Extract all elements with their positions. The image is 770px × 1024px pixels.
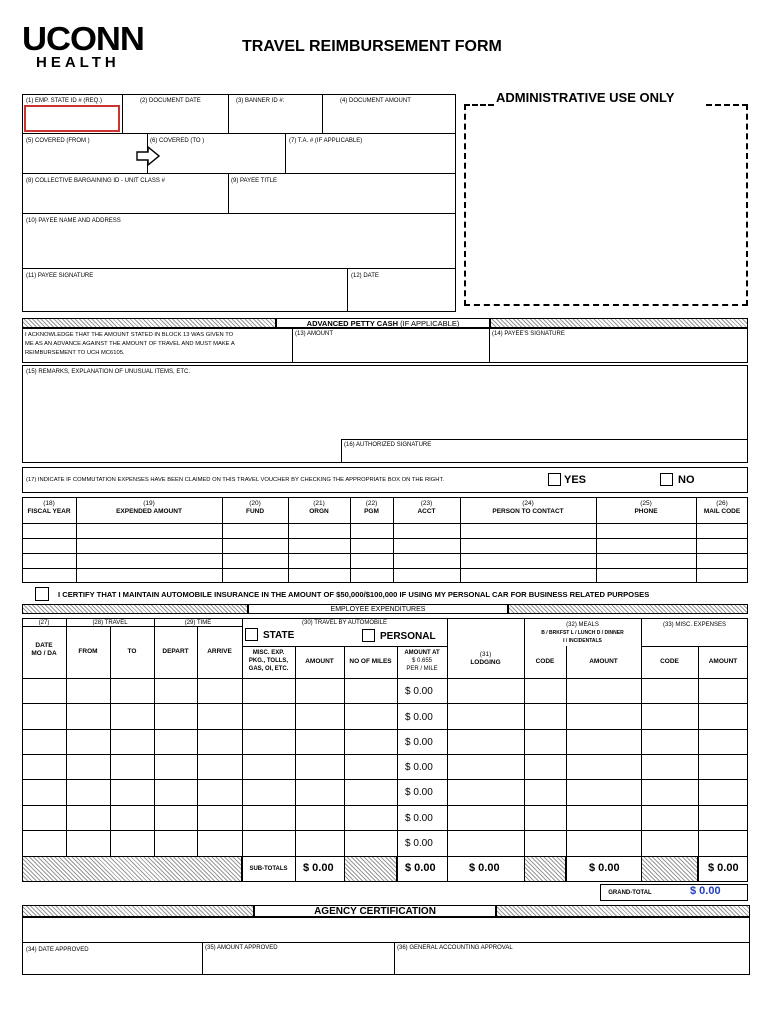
rule	[698, 646, 699, 882]
acct-header-name: PHONE	[634, 508, 658, 515]
ta-number-label: (7) T.A. # (IF APPLICABLE)	[289, 138, 363, 144]
logo-health: HEALTH	[36, 54, 120, 71]
rule	[22, 678, 748, 679]
per-mile-line: PER / MILE	[406, 666, 438, 672]
personal-checkbox[interactable]	[362, 629, 375, 642]
rule	[285, 133, 286, 173]
employee-expenditures-header: EMPLOYEE EXPENDITURES	[248, 604, 508, 614]
misc-amount-header: AMOUNT	[708, 658, 738, 665]
acct-header	[76, 500, 222, 516]
amount-at-line: AMOUNT AT	[404, 650, 440, 656]
payee-title-label: (9) PAYEE TITLE	[231, 178, 278, 184]
bargaining-id-label: (8) COLLECTIVE BARGAINING ID - UNIT CLASS #	[26, 178, 165, 184]
commutation-label: (17) INDICATE IF COMMUTATION EXPENSES HAVE BEEN CLAIMED ON THIS TRAVEL VOUCHER BY CHECKING THE APPROPRIATE BOX ON THE RIGHT.	[26, 477, 444, 483]
emp-state-id-input[interactable]	[24, 105, 120, 132]
acct-header-num: (21)	[313, 500, 325, 507]
row-mileage-amount: $ 0.00	[405, 762, 433, 773]
subtotal-hatch-meal-code	[524, 856, 566, 882]
subtotals-label: SUB-TOTALS	[249, 866, 288, 872]
mileage-rate: $ 0.655	[411, 658, 433, 664]
exp-hatch-left	[22, 604, 248, 614]
col-29-header: (29) TIME	[184, 620, 212, 626]
subtotal-hatch-misc-code	[641, 856, 698, 882]
misc-exp-line1: MISC. EXP.	[252, 650, 285, 656]
no-label: NO	[678, 474, 695, 486]
amount-at-header	[397, 649, 447, 673]
acct-header-num: (19)	[143, 500, 155, 507]
arrow-right-icon	[136, 146, 160, 166]
acct-header-num: (24)	[522, 500, 534, 507]
subtotal-hatch-miles	[344, 856, 397, 882]
petty-hatch-right	[490, 318, 748, 328]
row-mileage-amount: $ 0.00	[405, 686, 433, 697]
rule	[641, 646, 748, 647]
yes-checkbox[interactable]	[548, 473, 561, 486]
acct-header	[460, 500, 596, 516]
admin-top-dash-left	[464, 104, 494, 106]
agency-certification-title: AGENCY CERTIFICATION	[254, 905, 496, 917]
ack-line1: I ACKNOWLEDGE THAT THE AMOUNT STATED IN BLOCK 13 WAS GIVEN TO	[25, 332, 234, 338]
acct-header-num: (18)	[43, 500, 55, 507]
personal-label: PERSONAL	[380, 631, 436, 642]
petty-hatch-left	[22, 318, 276, 328]
agency-certification-section	[22, 917, 750, 975]
arrive-header: ARRIVE	[207, 648, 232, 655]
rule	[228, 94, 229, 133]
date-header: DATE	[35, 642, 53, 649]
no-of-miles-header: NO OF MILES	[349, 658, 392, 665]
rule	[22, 523, 748, 524]
covered-from-label: (5) COVERED (FROM )	[26, 138, 90, 144]
remarks-label: (15) REMARKS, EXPLANATION OF UNUSUAL ITEMS, ETC.	[26, 369, 191, 375]
row-mileage-amount: $ 0.00	[405, 813, 433, 824]
date-mo-da-header	[22, 642, 66, 658]
rule	[22, 942, 750, 943]
document-amount-label: (4) DOCUMENT AMOUNT	[340, 98, 411, 104]
acct-header	[288, 500, 350, 516]
col-31-num: (31)	[479, 651, 492, 658]
insurance-certify-label: I CERTIFY THAT I MAINTAIN AUTOMOBILE INSURANCE IN THE AMOUNT OF $50,000/$100,000 IF USING MY PERSONAL CAR FOR BUSINESS RELATED PURPOSES	[58, 590, 650, 599]
date-label: (12) DATE	[351, 273, 379, 279]
grand-total-label: GRAND-TOTAL	[608, 890, 652, 896]
logo-uconn: UCONN	[22, 20, 144, 57]
agency-hatch-right	[496, 905, 750, 917]
payee-name-address-label: (10) PAYEE NAME AND ADDRESS	[26, 218, 121, 224]
acct-header	[393, 500, 460, 516]
insurance-certify-checkbox[interactable]	[35, 587, 49, 601]
rule	[347, 268, 348, 312]
subtotal-misc: $ 0.00	[303, 862, 334, 874]
no-checkbox[interactable]	[660, 473, 673, 486]
agency-hatch-left	[22, 905, 254, 917]
logo	[22, 20, 147, 72]
acct-header-name: ORGN	[309, 508, 329, 515]
rule	[344, 646, 345, 882]
acct-header	[350, 500, 393, 516]
rule	[22, 830, 748, 831]
petty-cash-title: ADVANCED PETTY CASH	[306, 319, 399, 328]
row-mileage-amount: $ 0.00	[405, 712, 433, 723]
subtotal-misc-expenses: $ 0.00	[708, 862, 739, 874]
rule	[295, 646, 296, 882]
col-28-header: (28) TRAVEL	[92, 620, 128, 626]
acct-header	[596, 500, 696, 516]
rule	[22, 754, 748, 755]
rule	[22, 779, 748, 780]
rule	[292, 328, 293, 363]
subtotal-hatch-left	[22, 856, 242, 882]
col-32-header: (32) MEALS	[566, 622, 599, 628]
date-approved-label: (34) DATE APPROVED	[26, 947, 89, 953]
acct-header-num: (26)	[716, 500, 728, 507]
acct-header-num: (22)	[365, 500, 378, 507]
acct-header-name: MAIL CODE	[703, 508, 741, 515]
document-date-label: (2) DOCUMENT DATE	[140, 98, 201, 104]
yes-label: YES	[564, 474, 587, 486]
meal-code-header: CODE	[535, 658, 555, 665]
rule	[322, 94, 323, 133]
banner-id-label: (3) BANNER ID #:	[236, 98, 285, 104]
rule	[22, 173, 456, 174]
authorized-signature-label: (16) AUTHORIZED SIGNATURE	[344, 442, 432, 448]
meals-incidentals: I / INCIDENTALS	[563, 638, 602, 644]
lodging-header	[447, 651, 524, 667]
payee-signature-label: (11) PAYEE SIGNATURE	[26, 273, 94, 279]
rule	[22, 213, 456, 214]
state-label: STATE	[263, 630, 295, 641]
col-33-header: (33) MISC. EXPENSES	[662, 622, 727, 628]
row-mileage-amount: $ 0.00	[405, 737, 433, 748]
to-header: TO	[127, 648, 137, 655]
acct-header	[696, 500, 748, 516]
acct-header-num: (20)	[249, 500, 261, 507]
acct-header-name: FISCAL YEAR	[27, 508, 71, 515]
col-30-header: (30) TRAVEL BY AUTOMOBILE	[301, 620, 388, 626]
rule	[22, 268, 456, 269]
rule	[22, 133, 456, 134]
rule	[22, 703, 748, 704]
acct-header-name: FUND	[245, 508, 265, 515]
misc-exp-header	[242, 649, 295, 673]
acct-header-name: ACCT	[417, 508, 436, 515]
form-title: TRAVEL REIMBURSEMENT FORM	[242, 38, 502, 55]
admin-use-title: ADMINISTRATIVE USE ONLY	[496, 90, 675, 105]
state-checkbox[interactable]	[245, 628, 258, 641]
subtotal-meals: $ 0.00	[589, 862, 620, 874]
admin-top-dash-right	[706, 104, 748, 106]
lodging-name: LODGING	[470, 659, 501, 666]
subtotal-mileage: $ 0.00	[405, 862, 436, 874]
mo-da-header: MO / DA	[31, 650, 57, 657]
meal-amount-header: AMOUNT	[589, 658, 618, 665]
ack-line3: REIMBURSEMENT TO UCH MC6105.	[25, 350, 125, 356]
rule	[202, 942, 203, 975]
admin-use-area	[464, 104, 748, 306]
from-header: FROM	[78, 648, 98, 655]
rule	[110, 626, 111, 856]
acct-header	[222, 500, 288, 516]
amount-header: AMOUNT	[305, 658, 334, 665]
col-27-header: (27)	[38, 620, 50, 626]
meals-codes: B / BRKFST L / LUNCH D / DINNER	[541, 630, 624, 636]
acct-header-name: PGM	[364, 508, 379, 515]
amount-approved-label: (35) AMOUNT APPROVED	[205, 945, 278, 951]
petty-cash-header	[276, 318, 490, 328]
subtotal-lodging: $ 0.00	[469, 862, 500, 874]
row-mileage-amount: $ 0.00	[405, 838, 433, 849]
rule	[22, 553, 748, 554]
rule	[22, 729, 748, 730]
rule	[566, 646, 567, 882]
rule	[489, 328, 490, 363]
misc-exp-line3: GAS, OI, ETC.	[248, 666, 289, 672]
rule	[228, 173, 229, 213]
acct-header-num: (25)	[640, 500, 652, 507]
rule	[122, 94, 123, 133]
rule	[22, 805, 748, 806]
acct-header-name: EXPENDED AMOUNT	[116, 508, 182, 515]
rule	[197, 626, 198, 856]
covered-to-label: (6) COVERED (TO )	[150, 138, 205, 144]
misc-code-header: CODE	[660, 658, 679, 665]
grand-total-value: $ 0.00	[690, 885, 721, 897]
depart-header: DEPART	[162, 648, 189, 655]
misc-exp-line2: PKG., TOLLS,	[248, 658, 289, 664]
payees-signature-label: (14) PAYEE'S SIGNATURE	[492, 331, 565, 337]
general-accounting-approval-label: (36) GENERAL ACCOUNTING APPROVAL	[397, 945, 513, 951]
ack-line2: ME AS AN ADVANCE AGAINST THE AMOUNT OF TRAVEL AND MUST MAKE A	[25, 341, 235, 347]
row-mileage-amount: $ 0.00	[405, 787, 433, 798]
petty-amount-label: (13) AMOUNT	[295, 331, 334, 337]
rule	[22, 568, 748, 569]
acct-header-name: PERSON TO CONTACT	[492, 508, 564, 515]
acct-header-num: (23)	[420, 500, 433, 507]
rule	[22, 538, 748, 539]
rule	[394, 942, 395, 975]
emp-state-id-label: (1) EMP. STATE ID # (REQ.)	[26, 98, 103, 104]
exp-hatch-right	[508, 604, 748, 614]
petty-cash-applicable: (IF APPLICABLE)	[398, 319, 460, 328]
acct-header	[22, 500, 76, 516]
rule	[397, 646, 398, 882]
